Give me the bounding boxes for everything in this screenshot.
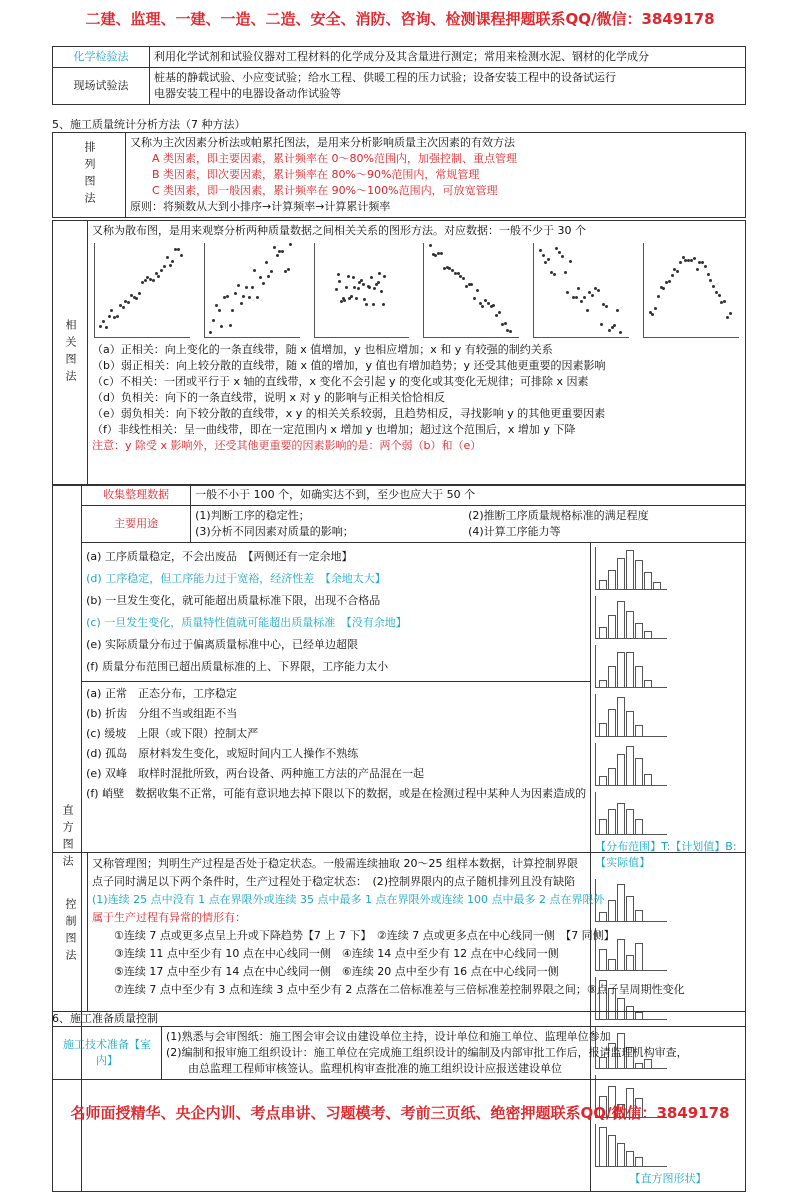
scatter-point (605, 305, 608, 308)
corr-line: （f）非线性相关：呈一曲线带，即在一定范围内 x 增加 y 也增加；超过这个范围后，x 增加 y 下降 (92, 423, 576, 436)
hist-case: (d) 工序稳定，但工序能力过于宽裕，经济性差 【余地太大】 (86, 572, 386, 585)
scatter-point (289, 243, 292, 246)
scatter-point (180, 254, 183, 257)
shape-row: (d) 孤岛 原材料发生变化，或短时间内工人操作不熟练 (86, 747, 359, 760)
hist-fig (595, 645, 667, 688)
scatter-point (273, 246, 276, 249)
scatter-point (105, 326, 108, 329)
hist-caption-2: 【直方图形状】 (629, 1172, 707, 1185)
scatter-point (544, 261, 547, 264)
scatter-point (495, 314, 498, 317)
scatter-point (251, 286, 254, 289)
scatter-point (616, 309, 619, 312)
scatter-point (350, 295, 353, 298)
scatter-point (662, 287, 665, 290)
scatter-point (160, 269, 163, 272)
prep-table (52, 1026, 746, 1080)
scatter-c (314, 243, 410, 338)
scatter-point (226, 295, 229, 298)
scatter-point (378, 272, 381, 275)
scatter-point (215, 304, 218, 307)
ctrl-line: ⑤连续 17 点中至少有 14 点在中心线同一侧 ⑥连续 20 点中至少有 16 点在中心线同一侧 (114, 965, 559, 978)
pareto-label: 排列图法 (53, 133, 126, 218)
scatter-point (484, 299, 487, 302)
scatter-point (234, 292, 237, 295)
hist-label: 直方图法 (53, 485, 82, 1192)
scatter-point (566, 291, 569, 294)
scatter-point (654, 307, 657, 310)
scatter-point (586, 309, 589, 312)
scatter-point (355, 297, 358, 300)
scatter-point (152, 279, 155, 282)
corr-note: 注意：y 除受 x 影响外，还受其他更重要的因素影响的是：两个弱（b）和（e） (92, 439, 482, 452)
use-item: (1)判断工序的稳定性； (195, 509, 310, 522)
prep-label: 施工技术准备【室内】 (53, 1027, 162, 1080)
hist-fig (595, 792, 667, 835)
hist-fig (595, 596, 667, 639)
hist-fig (595, 743, 667, 786)
scatter-point (169, 264, 172, 267)
scatter-point (613, 324, 616, 327)
use-item: (4)计算工序能力等 (468, 525, 561, 538)
scatter-point (372, 303, 375, 306)
scatter-point (362, 283, 365, 286)
collect-label: 收集整理数据 (82, 485, 191, 506)
scatter-point (353, 286, 356, 289)
scatter-point (212, 319, 215, 322)
scatter-point (135, 297, 138, 300)
scatter-point (144, 279, 147, 282)
scatter-figures (92, 239, 741, 342)
corr-line: （e）弱负相关：向下较分散的直线带，x y 的相关关系较弱，且趋势相反，寻找影响 y 的其他更重要因素 (92, 407, 606, 420)
page-footer: 名师面授精华、央企内训、考点串讲、习题模考、考前三页纸、绝密押题联系QQ/微信：3849178 (70, 1104, 730, 1122)
scatter-point (575, 296, 578, 299)
ctrl-line: 点子同时满足以下两个条件时，生产过程处于稳定状态： (2)控制界限内的点子随机排列且没有缺陷 (92, 875, 576, 888)
hist-fig (595, 1124, 667, 1167)
scatter-point (718, 294, 721, 297)
scatter-point (360, 279, 363, 282)
scatter-a (94, 243, 190, 338)
ctrl-line: (1)连续 25 点中没有 1 点在界限外或连续 35 点中最多 1 点在界限外或连续 100 点中最多 2 点在界限外 (92, 893, 605, 906)
scatter-point (281, 250, 284, 253)
scatter-point (383, 275, 386, 278)
scatter-point (600, 323, 603, 326)
scatter-point (476, 289, 479, 292)
section-6-title: 6、施工准备质量控制 (52, 1012, 158, 1025)
scatter-point (116, 315, 119, 318)
scatter-b (204, 243, 300, 338)
shape-row: (e) 双峰 取样时混批所致，两台设备、两种施工方法的产品混在一起 (86, 767, 424, 780)
scatter-point (102, 320, 105, 323)
page-header: 二建、监理、一建、一造、二造、安全、消防、咨询、检测课程押题联系QQ/微信：3849178 (85, 10, 715, 28)
collect-text: 一般不小于 100 个，如确实达不到，至少也应大于 50 个 (191, 485, 746, 506)
hist-case: (c) 一旦发生变化，质量特性值就可能超出质量标准 【没有余地】 (86, 616, 407, 629)
ctrl-line: ③连续 11 点中至少有 10 点在中心线同一侧 ④连续 14 点中至少有 12 点在中心线同一侧 (114, 947, 559, 960)
scatter-point (723, 300, 726, 303)
correlation-table (52, 220, 746, 486)
corr-line: （a）正相关：向上变化的一条直线带，随 x 值增加，y 也相应增加；x 和 y 有较强的制约关系 (92, 343, 553, 356)
scatter-point (693, 257, 696, 260)
pareto-line: B 类因素，即次要因素，累计频率在 80%～90%范围内，常规管理 (152, 168, 480, 181)
scatter-point (357, 287, 360, 290)
scatter-point (651, 313, 654, 316)
scatter-point (365, 303, 368, 306)
shape-row: (a) 正常 正态分布，工序稳定 (86, 687, 237, 700)
scatter-point (138, 292, 141, 295)
scatter-point (465, 285, 468, 288)
scatter-point (218, 309, 221, 312)
pareto-line: 又称为主次因素分析法或帕累托图法，是用来分析影响质量主次因素的有效方法 (130, 136, 515, 149)
corr-line: （b）弱正相关：向上较分散的直线带，随 x 值的增加，y 值也有增加趋势；y 还受其他更重要的因素影响 (92, 359, 606, 372)
scatter-point (668, 280, 671, 283)
scatter-point (245, 286, 248, 289)
scatter-point (619, 331, 622, 334)
scatter-point (240, 302, 243, 305)
scatter-point (363, 298, 366, 301)
scatter-point (382, 303, 385, 306)
prep-line: (2)编制和报审施工组织设计：施工单位在完成施工组织设计的编制及内部审批工作后，报请监理机构审查， (166, 1046, 688, 1059)
scatter-point (177, 248, 180, 251)
scatter-point (671, 274, 674, 277)
scatter-point (462, 277, 465, 280)
scatter-point (696, 268, 699, 271)
scatter-point (262, 282, 265, 285)
corr-intro: 又称为散布图，是用来观察分析两种质量数据之间相关关系的图形方法。对应数据：一般不少于 30 个 (92, 224, 586, 237)
scatter-point (127, 301, 130, 304)
scatter-point (542, 254, 545, 257)
hist-figures-1 (595, 547, 741, 835)
scatter-point (270, 270, 273, 273)
scatter-point (108, 315, 111, 318)
scatter-point (577, 287, 580, 290)
scatter-d (423, 243, 519, 338)
scatter-point (676, 270, 679, 273)
scatter-point (345, 286, 348, 289)
scatter-point (347, 275, 350, 278)
scatter-point (547, 258, 550, 261)
scatter-point (709, 279, 712, 282)
scatter-point (704, 265, 707, 268)
scatter-point (492, 304, 495, 307)
hist-case: (f) 质量分布范围已超出质量标准的上、下界限，工序能力太小 (86, 660, 389, 673)
scatter-point (377, 281, 380, 284)
pareto-table (52, 132, 746, 218)
scatter-point (498, 311, 501, 314)
scatter-point (591, 294, 594, 297)
pareto-line: C 类因素，即一般因素，累计频率在 90%～100%范围内，可放宽管理 (152, 184, 498, 197)
scatter-point (553, 273, 556, 276)
scatter-point (267, 275, 270, 278)
scatter-point (470, 283, 473, 286)
use-item: (2)推断工序质量规格标准的满足程度 (468, 509, 649, 522)
scatter-point (256, 296, 259, 299)
scatter-point (276, 254, 279, 257)
scatter-point (608, 329, 611, 332)
scatter-e (533, 243, 629, 338)
scatter-point (166, 256, 169, 259)
scatter-point (287, 268, 290, 271)
scatter-point (110, 309, 113, 312)
scatter-point (171, 260, 174, 263)
corr-line: （d）负相关：向下的一条直线带，说明 x 对 y 的影响与正相关恰恰相反 (92, 391, 445, 404)
pareto-line: A 类因素，即主要因素，累计频率在 0～80%范围内，加强控制、重点管理 (152, 152, 517, 165)
hist-fig (595, 547, 667, 590)
prep-line: 由总监理工程师审核签认。监理机构审查批准的施工组织设计应报送建设单位 (188, 1062, 562, 1075)
scatter-point (707, 273, 710, 276)
scatter-point (555, 247, 558, 250)
scatter-point (679, 261, 682, 264)
scatter-point (370, 276, 373, 279)
scatter-point (242, 295, 245, 298)
scatter-point (561, 255, 564, 258)
ctrl-line: 属于生产过程有异常的情形有： (92, 911, 246, 924)
ctrl-line: 又称管理图；判明生产过程是否处于稳定状态。一般需连续抽取 20～25 组样本数据，计算控制界限 (92, 857, 578, 870)
hist-case: (e) 实际质量分布过于偏离质量标准中心，已经单边超限 (86, 638, 358, 651)
scatter-point (338, 280, 341, 283)
ctrl-line: ①连续 7 点或更多点呈上升或下降趋势【7 上 7 下】 ②连续 7 点或更多点在中心线同一侧 【7 同侧】 (114, 929, 615, 942)
scatter-point (248, 296, 251, 299)
test-methods-table (52, 46, 746, 105)
shape-row: (f) 峭壁 数据收集不正常，可能有意识地去掉下限以下的数据，或是在检测过程中某种人为因素造成的 (86, 787, 587, 800)
scatter-point (657, 295, 660, 298)
scatter-point (229, 324, 232, 327)
scatter-point (580, 300, 583, 303)
scatter-point (473, 297, 476, 300)
scatter-point (569, 260, 572, 263)
method-text: 桩基的静载试验、小应变试验；给水工程、供暖工程的压力试验；设备安装工程中的设备试运行 (154, 71, 616, 84)
scatter-point (99, 325, 102, 328)
method-text: 电器安装工程中的电器设备动作试验等 (154, 87, 341, 100)
method-text: 利用化学试剂和试验仪器对工程材料的化学成分及其含量进行测定；常用来检测水泥、钢材的化学成分 (150, 47, 746, 68)
use-item: (3)分析不同因素对质量的影响； (195, 525, 354, 538)
scatter-point (380, 290, 383, 293)
scatter-point (597, 289, 600, 292)
scatter-point (253, 269, 256, 272)
scatter-point (337, 273, 340, 276)
scatter-point (558, 251, 561, 254)
scatter-point (237, 284, 240, 287)
histogram-table (52, 484, 746, 1192)
hist-case: (b) 一旦发生变化，就可能超出质量标准下限，出现不合格品 (86, 594, 381, 607)
shape-row: (b) 折齿 分组不当或组距不当 (86, 707, 238, 720)
scatter-point (220, 325, 223, 328)
scatter-point (701, 261, 704, 264)
scatter-point (265, 261, 268, 264)
scatter-point (539, 249, 542, 252)
scatter-point (122, 306, 125, 309)
scatter-point (259, 276, 262, 279)
scatter-point (481, 305, 484, 308)
scatter-point (157, 275, 160, 278)
scatter-point (368, 286, 371, 289)
scatter-point (509, 330, 512, 333)
control-chart-table (52, 852, 746, 1012)
scatter-point (373, 287, 376, 290)
scatter-point (231, 309, 234, 312)
scatter-point (335, 288, 338, 291)
scatter-point (440, 252, 443, 255)
scatter-point (429, 244, 432, 247)
ctrl-label: 控制图法 (53, 853, 88, 1012)
scatter-point (712, 285, 715, 288)
hist-case: (a) 工序质量稳定，不会出废品 【两侧还有一定余地】 (86, 550, 353, 563)
scatter-point (352, 276, 355, 279)
section-5-title: 5、施工质量统计分析方法（7 种方法） (52, 118, 246, 131)
scatter-f (643, 243, 739, 338)
scatter-point (163, 265, 166, 268)
scatter-point (564, 271, 567, 274)
scatter-point (209, 331, 212, 334)
method-name: 现场试验法 (53, 68, 150, 105)
use-label: 主要用途 (82, 506, 191, 543)
ctrl-line: ⑦连续 7 点中至少有 3 点和连续 3 点中至少有 2 点落在二倍标准差与三倍标准差控制界限之间；⑧点子呈周期性变化 (114, 983, 685, 996)
corr-line: （c）不相关：一团或平行于 x 轴的直线带，x 变化不会引起 y 的变化或其变化无规律；可排除 x 因素 (92, 375, 589, 388)
scatter-point (141, 281, 144, 284)
hist-caption-1: 【分布范围】T:【计划值】B:【实际值】 (595, 840, 737, 869)
scatter-point (726, 316, 729, 319)
scatter-point (583, 296, 586, 299)
scatter-point (504, 322, 507, 325)
method-name: 化学检验法 (53, 47, 150, 68)
shape-row: (c) 缓坡 上限（或下限）控制太严 (86, 727, 259, 740)
prep-line: (1)熟悉与会审图纸：施工图会审会议由建设单位主持，设计单位和施工单位、监理单位参加 (166, 1030, 611, 1043)
corr-label: 相关图法 (53, 221, 88, 486)
scatter-point (729, 312, 732, 315)
scatter-point (343, 299, 346, 302)
hist-fig (595, 694, 667, 737)
pareto-line: 原则：将频数从大到小排序→计算频率→计算累计频率 (130, 200, 391, 213)
